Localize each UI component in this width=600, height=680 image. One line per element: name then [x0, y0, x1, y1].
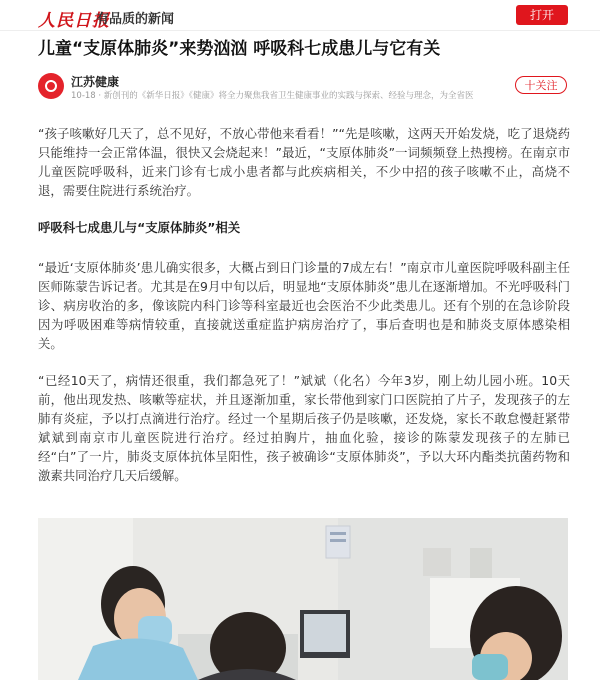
article-title: 儿童“支原体肺炎”来势汹汹 呼吸科七成患儿与它有关	[38, 39, 441, 59]
app-logo[interactable]: 人民日报	[38, 11, 110, 31]
app-slogan: 有品质的新闻	[96, 12, 175, 27]
author-avatar[interactable]	[38, 73, 64, 99]
article-body	[38, 124, 570, 503]
paragraph: “已经10天了，病情还很重，我们都急死了！”斌斌（化名）今年3岁，刚上幼儿园小班。10天前，他出现发热、咳嗽等症状，并且逐渐加重，家长带他到家门口医院拍了片子，发现孩子的左肺有炎症，予以打点滴进行治疗。经过一个星期后孩子仍是咳嗽，还发烧，家长不敢怠慢赶紧带斌斌到南京市儿童医院进行治疗。经过拍胸片，抽血化验，接诊的陈蒙发现孩子的左肺已经“白”了一片，肺炎支原体抗体呈阳性，孩子被确诊“支原体肺炎”，予以大环内酯类抗菌药物和激素共同治疗几天后缓解。	[38, 373, 570, 483]
follow-button[interactable]: 十关注	[515, 76, 567, 94]
author-name[interactable]: 江苏健康	[71, 75, 120, 89]
section-heading: 呼吸科七成患儿与“支原体肺炎”相关	[38, 220, 241, 235]
paragraph: “最近‘支原体肺炎’患儿确实很多，大概占到日门诊量的7成左右！”南京市儿童医院呼吸科副主任医师陈蒙告诉记者。尤其是在9月中旬以后，明显地“支原体肺炎”患儿在逐渐增加。不光呼吸科门诊、病房收治的多，像该院内科门诊等科室最近也会医治不少此类患儿。还有个别的在急诊阶段因为呼吸困难等病情较重，直接就送重症监护病房治疗了，事后查明也是和肺炎支原体感染相关。	[38, 260, 570, 351]
doctor-examining-child-image	[38, 518, 568, 680]
paragraph: “孩子咳嗽好几天了，总不见好，不放心带他来看看！”“先是咳嗽，这两天开始发烧，吃了退烧药只能维持一会正常体温，很快又会烧起来！”最近，“支原体肺炎”一词频频登上热搜榜。在南京市儿童医院呼吸科，近来门诊有七成小患者都与此疾病相关，不少中招的孩子咳嗽不止，高烧不退，需要住院进行系统治疗。	[38, 126, 570, 198]
open-app-button[interactable]: 打开	[516, 5, 568, 25]
article-meta: 10-18 · 新创刊的《新华日报》《健康》将全力聚焦我省卫生健康事业的实践与探索、经验与理念，为全省医	[71, 91, 474, 101]
top-bar	[0, 0, 600, 31]
article-photo[interactable]	[38, 518, 568, 680]
